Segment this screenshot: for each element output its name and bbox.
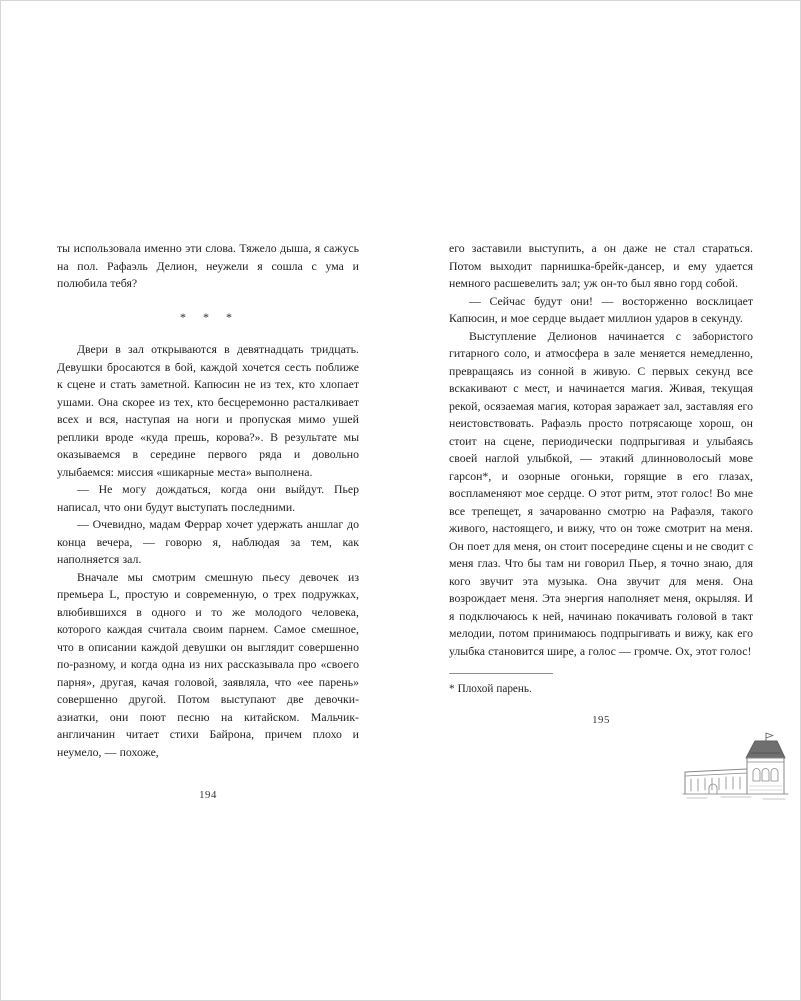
page-number-left: 194	[199, 789, 217, 801]
paragraph: ты использовала именно эти слова. Тяжело дыша, я сажусь на пол. Рафаэль Делион, неужели я сошла с ума и полюбила тебя?	[57, 241, 359, 290]
page-number-right: 195	[592, 714, 610, 726]
palace-sketch-illustration	[681, 731, 791, 809]
paragraph: — Сейчас будут они! — восторженно восклицает Капюсин, и мое сердце выдает миллион ударов в секунду.	[449, 293, 753, 325]
paragraph: — Не могу дождаться, когда они выйдут. Пьер написал, что они будут выступать последними.	[57, 482, 359, 514]
page-right	[449, 240, 753, 730]
paragraph: — Очевидно, мадам Феррар хочет удержать аншлаг до конца вечера, — говорю я, наблюдая за тем, как наполняется зал.	[57, 517, 359, 566]
footnote	[449, 673, 753, 697]
paragraph: Вначале мы смотрим смешную пьесу девочек из премьера L, простую и современную, о трех подружках, влюбившихся в одного и то же молодого человека, которого каждая считала своим парнем. Самое смешное, что в описании каждой девушки он выглядит совершенно по-разному, и когда одна из них рассказывала про «своего парня», другая, качая головой, заявляла, что «ее парень» совершенно другой. Потом выступают две девочки-азиатки, они поют песню на китайском. Мальчик-англичанин читает стихи Байрона, причем плохо и неумело, — похоже,	[57, 569, 359, 759]
paragraph: Выступление Делионов начинается с забористого гитарного соло, и атмосфера в зале меняется немедленно, превращаясь из сонной в живую. С первых секунд все вскакивают с мест, и начинается магия. Живая, текущая рекой, осязаемая магия, которая заражает зал, заставляя его неистовствовать. Рафаэль просто потрясающе хорош, он стоит на сцене, периодически подпрыгивая и улыбаясь своей наглой улыбкой, — этакий длинноволосый мове гарсон*, и озорные огоньки, горящие в его глазах, воспламеняют мое сердце. О этот ритм, этот голос! Во мне все трепещет, я зачарованно смотрю на Рафаэля, такого живого, настоящего, и вижу, что он тоже смотрит на меня. Он поет для меня, он стоит посередине сцены и не сводит с меня глаз. Что бы там ни говорил Пьер, я точно знаю, для кого звучит эта музыка. Она звучит для меня. Она возрождает меня. Эта энергия наполняет меня, окрыляя. И я подключаюсь к ней, начинаю покачивать головой в такт мелодии, потом принимаюсь подпрыгивать и вижу, как его улыбка становится шире, а голос — громче. Ох, этот голос!	[449, 328, 753, 658]
paragraph: его заставили выступить, а он даже не стал стараться. Потом выходит парнишка-брейк-дансер, и ему удается немного расшевелить зал; уж он-то был явно горд собой.	[449, 241, 753, 290]
footnote-rule	[449, 673, 553, 674]
footnote-text: * Плохой парень.	[449, 683, 532, 695]
paragraph: Двери в зал открываются в девятнадцать тридцать. Девушки бросаются в бой, каждой хочется сесть поближе к сцене и стать заметной. Капюсин не из тех, кто хлопает ушами. Она скорее из тех, кто бесцеремонно расталкивает всех и вся, наступая на ноги и пропуская мимо ушей реплики вроде «куда прешь, корова?». В результате мы оказываемся в середине первого ряда и довольно улыбаемся: миссия «шикарные места» выполнена.	[57, 342, 359, 479]
page-left	[57, 240, 359, 805]
scene-break: * * *	[180, 309, 236, 324]
